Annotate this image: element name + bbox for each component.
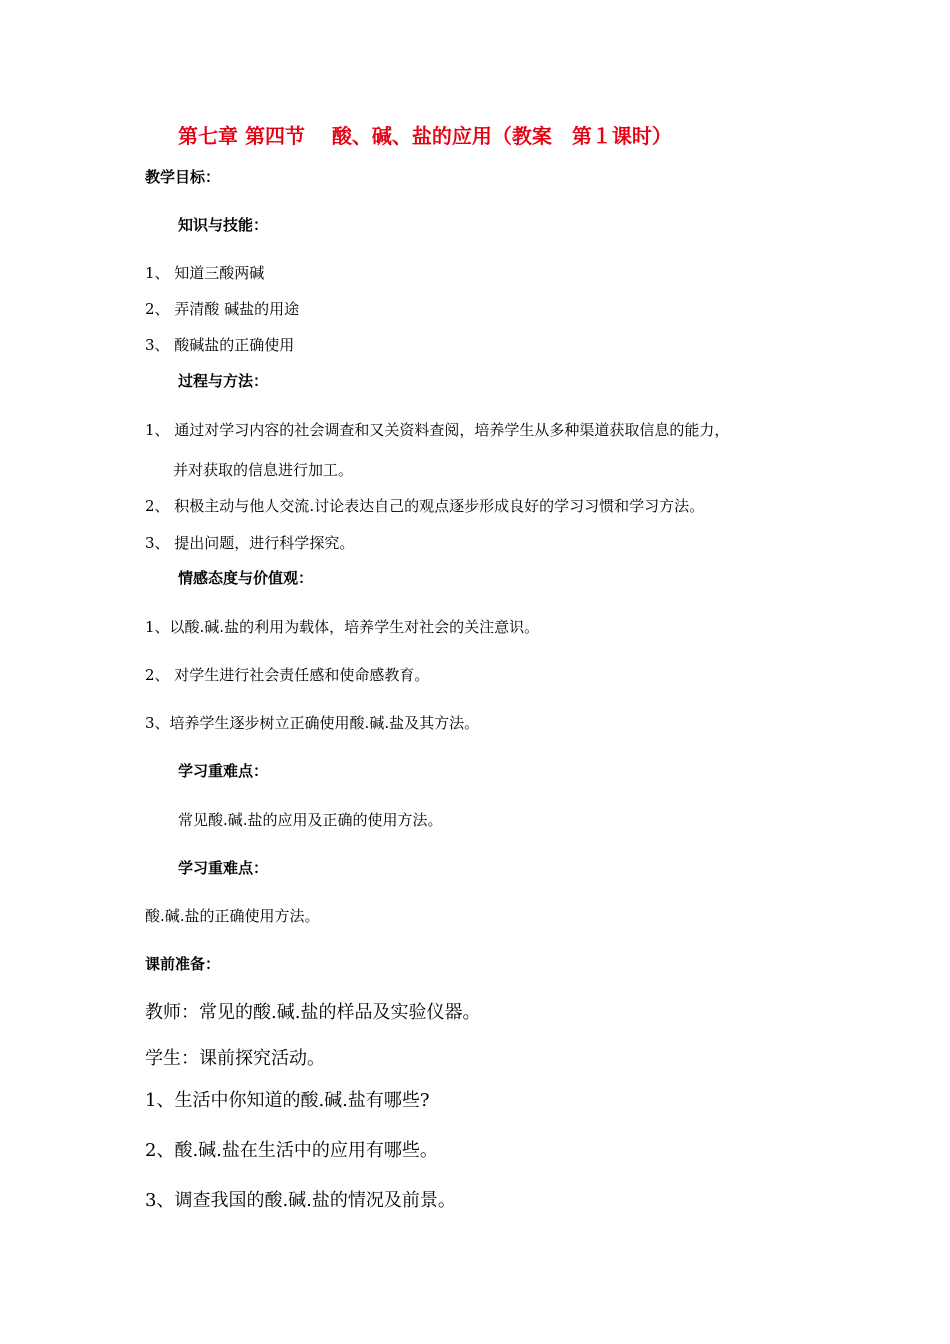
knowledge-item: 1、 知道三酸两碱 — [145, 264, 265, 282]
knowledge-item: 2、 弄清酸 碱盐的用途 — [145, 300, 300, 318]
key-points-text: 常见酸.碱.盐的应用及正确的使用方法。 — [178, 811, 443, 829]
preparation-item: 1、生活中你知道的酸.碱.盐有哪些? — [145, 1090, 430, 1111]
page-title: 第七章 第四节 酸、碱、盐的应用（教案 第１课时） — [178, 124, 672, 148]
teacher-preparation: 教师：常见的酸.碱.盐的样品及实验仪器。 — [145, 1002, 481, 1023]
emotion-item: 2、 对学生进行社会责任感和使命感教育。 — [145, 666, 430, 684]
objectives-heading: 教学目标： — [145, 168, 221, 186]
emotion-heading: 情感态度与价值观： — [178, 569, 314, 587]
difficult-points-text: 酸.碱.盐的正确使用方法。 — [145, 907, 320, 925]
knowledge-heading: 知识与技能： — [178, 216, 269, 234]
key-points-heading: 学习重难点： — [178, 762, 269, 780]
emotion-item: 3、培养学生逐步树立正确使用酸.碱.盐及其方法。 — [145, 714, 480, 732]
process-item: 2、 积极主动与他人交流.讨论表达自己的观点逐步形成良好的学习习惯和学习方法。 — [145, 497, 705, 515]
student-preparation: 学生：课前探究活动。 — [145, 1048, 325, 1069]
process-item: 1、 通过对学习内容的社会调查和又关资料查阅，培养学生从多种渠道获取信息的能力， — [145, 421, 730, 439]
preparation-item: 2、酸.碱.盐在生活中的应用有哪些。 — [145, 1140, 438, 1161]
process-heading: 过程与方法： — [178, 372, 269, 390]
difficult-points-heading: 学习重难点： — [178, 859, 269, 877]
preparation-heading: 课前准备： — [145, 955, 221, 973]
emotion-item: 1、以酸.碱.盐的利用为载体，培养学生对社会的关注意识。 — [145, 618, 540, 636]
process-item-continued: 并对获取的信息进行加工。 — [173, 461, 354, 479]
preparation-item: 3、调查我国的酸.碱.盐的情况及前景。 — [145, 1190, 456, 1211]
process-item: 3、 提出问题，进行科学探究。 — [145, 534, 355, 552]
knowledge-item: 3、 酸碱盐的正确使用 — [145, 336, 295, 354]
